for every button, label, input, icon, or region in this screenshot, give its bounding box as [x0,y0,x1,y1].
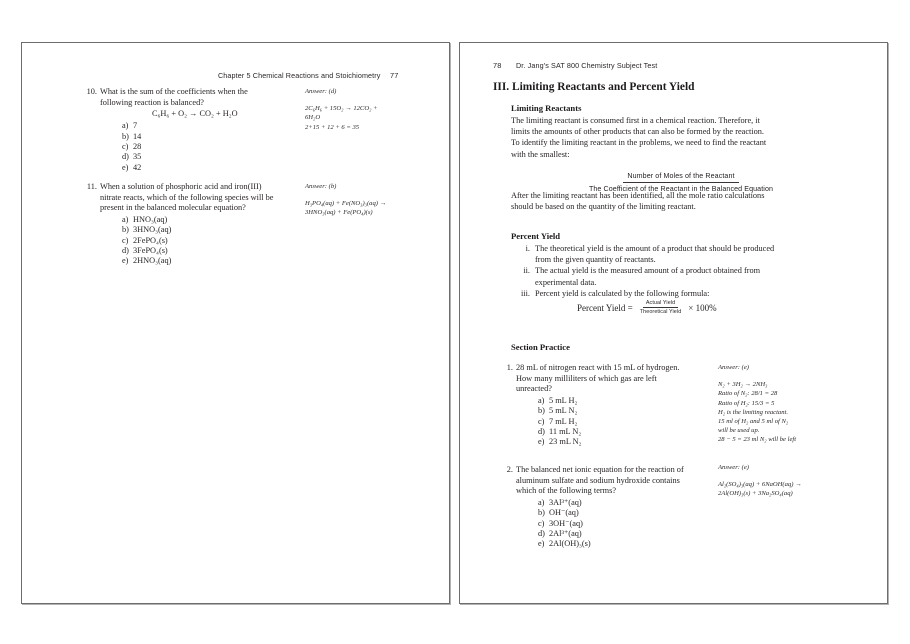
paragraph-line: After the limiting reactant has been identified, all the mole ratio calculations [511,191,765,200]
formula-numerator: Number of Moles of the Reactant [623,172,738,183]
question-11-choice-e[interactable] [122,256,274,266]
practice-question-2-line-1: The balanced net ionic equation for the reaction of [516,465,684,474]
answer-line: H₃PO₄(aq) + Fe(NO₃)₃(aq) → [305,200,387,208]
answer-line: Ratio of N₂: 28/1 = 28 [718,390,778,398]
paragraph-line: Percent yield is calculated by the following formula: [535,288,710,298]
practice-question-1-body [516,363,679,448]
question-11-choice-b[interactable] [122,225,274,235]
choice-label: a) [538,395,545,405]
percent-yield-item-ii [515,265,865,287]
formula-denominator: The Coefficient of the Reactant in the Balanced Equation [588,184,774,193]
choice-text: 2HNO₃(aq) [133,256,172,266]
question-10-choice-b[interactable] [122,132,248,142]
choice-text: 2FePO₄(s) [133,235,168,245]
formula-denominator: Theoretical Yield [639,308,682,315]
practice-question-1-choices [516,396,679,448]
answer-line: 2Al(OH)₃(s) + 3Na₂SO₄(aq) [718,490,793,498]
answer-heading: Answer: (d) [305,88,337,95]
right-page-running-head: Dr. Jang's SAT 800 Chemistry Subject Test [516,61,658,70]
choice-text: 28 [133,142,142,151]
choice-label: d) [122,152,129,162]
practice-question-1-choice-b[interactable] [538,406,679,416]
practice-question-2-choice-d[interactable] [538,529,684,539]
answer-line: H₂ is the limiting reactant. [718,408,788,416]
question-11-choice-a[interactable] [122,215,274,225]
choice-label: b) [538,406,545,416]
choice-label: d) [122,246,129,255]
percent-yield-heading: Percent Yield [511,231,561,241]
limiting-reactants-after-paragraph [511,190,764,212]
choice-text: 3HNO₃(aq) [133,225,172,235]
section-practice-heading: Section Practice [511,342,570,352]
practice-question-2-line-3: which of the following terms? [516,486,617,496]
choice-label: e) [538,539,545,549]
choice-label: b) [538,508,545,518]
choice-label: e) [122,162,129,172]
choice-label: a) [538,497,545,507]
answer-heading: Answer: (e) [718,364,749,371]
choice-text: 23 mL N₂ [549,437,582,447]
question-10-choice-c[interactable] [122,142,248,152]
choice-label: c) [538,518,545,528]
choice-label: b) [122,225,129,235]
question-10-choice-e[interactable] [122,163,248,173]
answer-line: Ratio of H₂: 15/3 = 5 [718,399,775,407]
paragraph-line: experimental data. [535,277,597,287]
practice-question-2-line-2: aluminum sulfate and sodium hydroxide contains [516,475,680,485]
percent-yield-item-i [515,243,865,265]
list-text [535,243,865,265]
practice-question-1-choice-e[interactable] [538,437,679,447]
question-11-line-3: present in the balanced molecular equation? [100,203,246,213]
answer-line: 2C₆H₆ + 15O₂ → 12CO₂ + [305,105,378,113]
right-page-number: 78 [493,61,502,70]
choice-label: c) [122,142,129,151]
answer-line: 2+15 + 12 + 6 = 35 [305,123,360,131]
practice-question-1-choice-d[interactable] [538,427,679,437]
paragraph-line: To identify the limiting reactant in the problems, we need to find the reactant [511,138,767,148]
percent-yield-formula [577,300,717,315]
question-11-choice-d[interactable] [122,246,274,256]
practice-question-2-number: 2. [506,465,513,474]
choice-label: d) [538,427,545,436]
choice-text: 2Al(OH)₃(s) [549,539,591,549]
answer-line: 6H₂O [305,114,321,122]
paragraph-line: should be based on the quantity of the limiting reactant. [511,202,696,212]
paragraph-line: limits the amounts of other products that can also be formed by the reaction. [511,127,764,137]
answer-line: Al₂(SO₄)₃(aq) + 6NaOH(aq) → [718,481,802,489]
choice-text: 7 [133,121,138,131]
choice-text: 7 mL H₂ [549,416,578,426]
left-page [21,42,450,604]
practice-question-2-choice-c[interactable] [538,519,684,529]
practice-question-1-answer-note [718,363,842,445]
choice-text: 14 [133,131,142,141]
practice-question-2-body [516,465,684,550]
practice-question-2-answer-note [718,463,842,499]
practice-question-1-choice-a[interactable] [538,396,679,406]
paragraph-line: The limiting reactant is consumed first in a chemical reaction. Therefore, it [511,116,760,125]
question-10-number: 10. [86,87,97,96]
practice-question-2-choice-b[interactable] [538,508,684,518]
right-page [459,42,888,604]
percent-yield-item-iii [515,288,865,299]
percent-yield-list [515,243,865,299]
practice-question-1-choice-c[interactable] [538,417,679,427]
list-marker: ii. [523,266,530,276]
question-11-body [100,182,274,267]
list-marker: iii. [521,288,530,298]
left-page-number: 77 [390,71,399,80]
section-heading: III. Limiting Reactants and Percent Yield [493,81,695,93]
question-11-choice-c[interactable] [122,236,274,246]
choice-text: 3OH⁻(aq) [549,518,583,528]
choice-text: 11 mL N₂ [549,427,582,436]
practice-question-1-line-1: 28 mL of nitrogen react with 15 mL of hydrogen. [516,363,680,372]
limiting-reactants-heading: Limiting Reactants [511,103,582,113]
question-11-choices [100,215,274,267]
formula-tail: × 100% [688,302,717,313]
practice-question-2-choice-a[interactable] [538,498,684,508]
choice-label: a) [122,121,129,131]
choice-label: b) [122,131,129,141]
question-11-line-1: When a solution of phosphoric acid and iron(III) [100,182,262,191]
choice-text: 5 mL N₂ [549,406,578,416]
choice-label: d) [538,529,545,538]
choice-text: 2Al³⁺(aq) [549,529,582,538]
question-10-line-1: What is the sum of the coefficients when the [100,87,248,96]
choice-label: e) [122,256,129,266]
choice-text: 3Al³⁺(aq) [549,497,582,507]
choice-label: c) [538,416,545,426]
practice-question-1-number: 1. [506,363,513,372]
answer-line: 15 ml of H₂ and 5 ml of N₂ [718,418,789,426]
choice-text: 42 [133,162,142,172]
choice-label: a) [122,214,129,224]
question-10-line-2: following reaction is balanced? [100,97,204,107]
practice-question-2-choice-e[interactable] [538,539,684,549]
paragraph-line: from the given quantity of reactants. [535,255,656,265]
choice-text: 35 [133,152,142,162]
formula-numerator: Actual Yield [643,300,678,308]
question-10-answer-note [305,87,429,132]
formula-label: Percent Yield = [577,302,633,313]
limiting-reactant-formula [511,165,851,193]
choice-label: c) [122,235,129,245]
choice-text: 5 mL H₂ [549,395,578,405]
paragraph-line: The actual yield is the measured amount of a product obtained from [535,266,761,276]
paragraph-line: The theoretical yield is the amount of a product that should be produced [535,244,775,253]
paragraph-line: with the smallest: [511,149,570,159]
list-marker: i. [525,244,530,253]
choice-label: e) [538,437,545,447]
list-text [535,288,865,299]
left-page-running-head: Chapter 5 Chemical Reactions and Stoichiometry [218,71,381,80]
question-11-answer-note [305,182,429,218]
answer-line: 28 − 5 = 23 ml N₂ will be left [718,436,797,444]
practice-question-1-line-3: unreacted? [516,384,552,394]
list-text [535,265,865,287]
question-10-equation: C₆H₆ + O₂ → CO₂ + H₂O [152,109,238,119]
choice-text: 3FePO₄(s) [133,246,168,255]
answer-heading: Answer: (e) [718,464,749,471]
question-10-choices [100,121,248,173]
practice-question-1-line-2: How many milliliters of which gas are left [516,373,657,383]
question-10-body [100,87,248,173]
answer-line: will be used up. [718,427,760,435]
choice-text: HNO₃(aq) [133,214,168,224]
question-10-choice-a[interactable] [122,121,248,131]
limiting-reactants-paragraph [511,115,766,160]
answer-heading: Answer: (b) [305,183,337,190]
choice-text: OH⁻(aq) [549,508,579,518]
question-10-choice-d[interactable] [122,152,248,162]
question-11-line-2: nitrate reacts, which of the following species will be [100,192,274,202]
answer-line: 3HNO₃(aq) + Fe(PO₄)(s) [305,209,373,217]
answer-line: N₂ + 3H₂ → 2NH₃ [718,381,768,389]
practice-question-2-choices [516,498,684,550]
formula-fraction [637,300,685,315]
question-11-number: 11. [86,182,97,191]
